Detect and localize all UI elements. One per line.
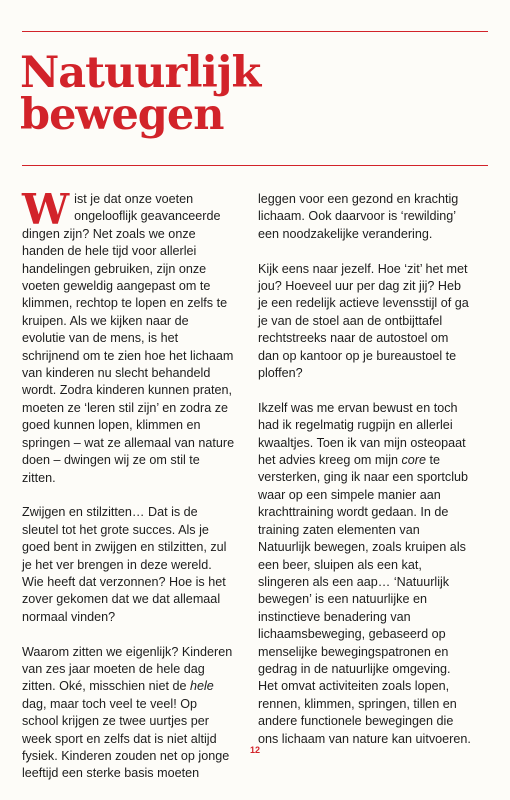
paragraph-text: Waarom zitten we eigenlijk? Kinderen van zes jaar moeten de hele dag zitten. Oké, misschien niet de [22,644,233,694]
emphasis-text: hele [190,679,214,694]
paragraph-text: Ikzelf was me ervan bewust en toch had ik regelmatig rugpijn en allerlei kwaaltjes. Toen ik van mijn osteopaat het advies kreeg om mijn [258,400,466,468]
page-number: 12 [249,745,260,755]
right-column [258,191,471,765]
paragraph-text: te versterken, ging ik naar een sportclub waar op een simpele manier aan krachttraining wordt gedaan. In de training zaten elementen van Natuurlijk bewegen, zoals kruipen als een beer, sluipen als een kat, slingeren als een aap… ‘Natuurlijk bewegen’ is een natuurlijke en instinctieve benadering van lichaamsbeweging, gebaseerd op menselijke bewegingspatronen en gedrag in de natuurlijke omgeving. Het omvat activiteiten zoals lopen, rennen, klimmen, springen, tillen en andere functionele bewegingen die ons lichaam van nature kan uitvoeren. [258,453,471,746]
left-column [22,185,235,800]
page-title [20,48,261,140]
paragraph [22,644,235,783]
paragraph: Kijk eens naar jezelf. Hoe ‘zit’ het met jou? Hoeveel uur per dag zit jij? Heb je een redelijk actieve levensstijl of ga je van de stoel aan de ontbijttafel rechtstreeks naar de autostoel om dan op kantoor op je bureaustoel te ploffen? [258,261,469,381]
paragraph-text: dag, maar toch veel te veel! Op school krijgen ze twee uurtjes per week sport en zelfs dat is niet altijd fysiek. Kinderen zouden net op jonge leeftijd een sterke basis moeten [22,696,230,781]
paragraph-text: ist je dat onze voeten ongelooflijk geavanceerde dingen zijn? Net zoals we onze handen de hele tijd voor allerlei handelingen gebruiken, zijn onze voeten geweldig aangepast om te klimmen, rechtop te lopen en zelfs te kruipen. Als we kijken naar de evolutie van de mens, is het schrijnend om te zien hoe het lichaam van kinderen nu slecht behandeld wordt. Zodra kinderen kunnen praten, moeten ze ‘leren stil zijn’ en zodra ze goed kunnen lopen, klimmen en springen – wat ze allemaal van nature doen – dwingen wij ze om stil te zitten. [22,192,235,485]
title-divider [22,165,488,166]
emphasis-text: core [401,453,426,468]
paragraph [258,400,471,748]
drop-cap: W [22,185,70,234]
title-line-2: bewegen [20,90,224,140]
paragraph [22,185,235,487]
top-divider [22,31,488,32]
title-line-1: Natuurlijk [20,48,261,98]
paragraph: leggen voor een gezond en krachtig lichaam. Ook daarvoor is ‘rewilding’ een noodzakelijke verandering. [258,192,459,241]
paragraph: Zwijgen en stilzitten… Dat is de sleutel tot het grote succes. Als je goed bent in zwijgen en stilzitten, zul je het ver brengen in deze wereld. Wie heeft dat verzonnen? Hoe is het zover gekomen dat we dat allemaal normaal vinden? [22,505,227,624]
